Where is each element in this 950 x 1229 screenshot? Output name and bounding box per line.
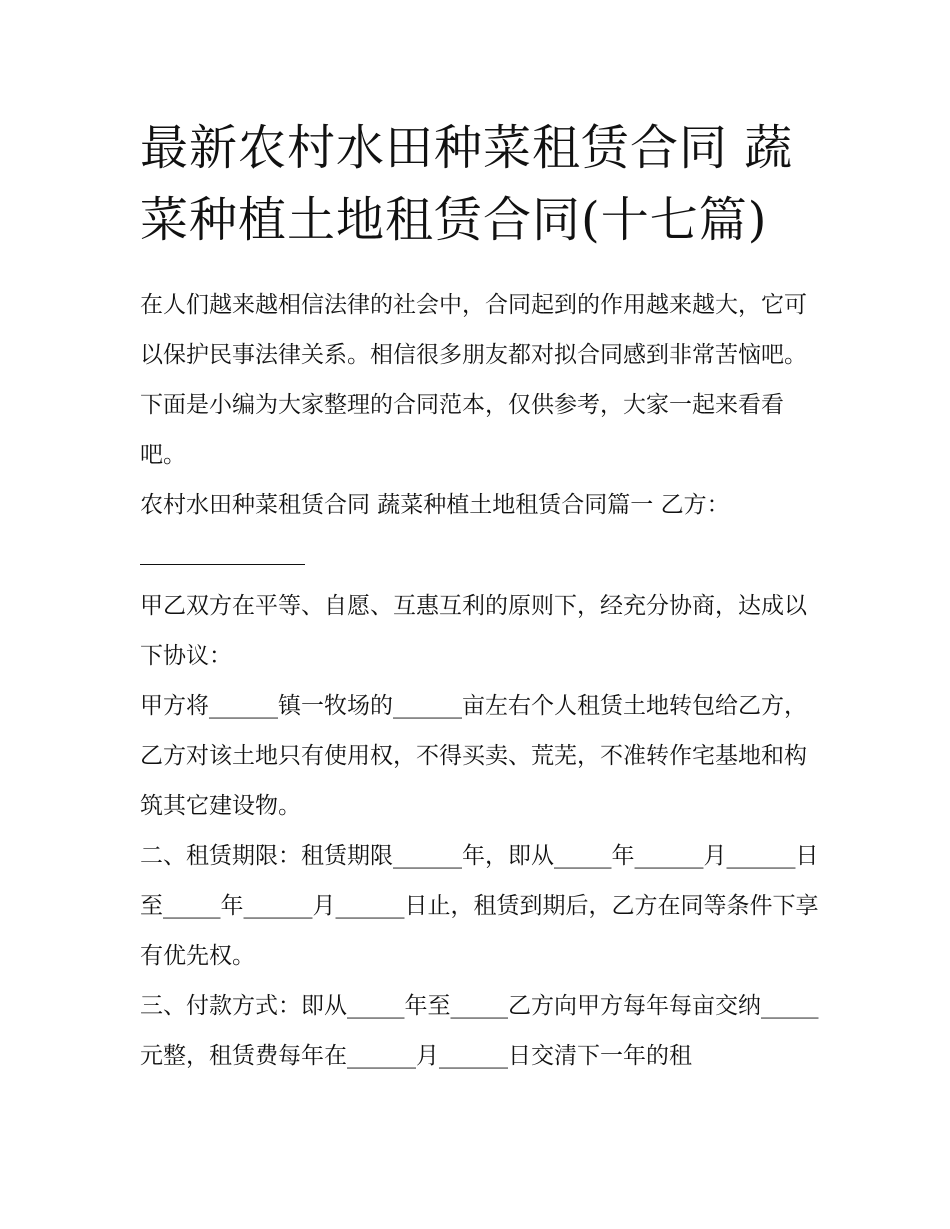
document-body	[140, 280, 820, 1081]
lease-term-paragraph: 二、租赁期限：租赁期限______年，即从_____年______月______日至_____年______月______日止，租赁到期后，乙方在同等条件下享有优先权。	[140, 843, 819, 969]
party-b-blank-line	[140, 530, 305, 565]
land-transfer-paragraph: 甲方将______镇一牧场的______亩左右个人租赁土地转包给乙方，乙方对该土地只有使用权，不得买卖、荒芜，不准转作宅基地和构筑其它建设物。	[140, 693, 807, 819]
payment-method-paragraph: 三、付款方式：即从_____年至_____乙方向甲方每年每亩交纳_____元整，租赁费每年在______月______日交清下一年的租	[140, 993, 819, 1069]
intro-paragraph: 在人们越来越相信法律的社会中，合同起到的作用越来越大，它可以保护民事法律关系。相信很多朋友都对拟合同感到非常苦恼吧。下面是小编为大家整理的合同范本，仅供参考，大家一起来看看吧。	[140, 292, 807, 468]
section-heading-paragraph: 农村水田种菜租赁合同 蔬菜种植土地租赁合同篇一 乙方：	[140, 492, 730, 518]
agreement-paragraph: 甲乙双方在平等、自愿、互惠互利的原则下，经充分协商，达成以下协议：	[140, 593, 807, 669]
document-title: 最新农村水田种菜租赁合同 蔬菜种植土地租赁合同(十七篇)	[140, 120, 794, 248]
